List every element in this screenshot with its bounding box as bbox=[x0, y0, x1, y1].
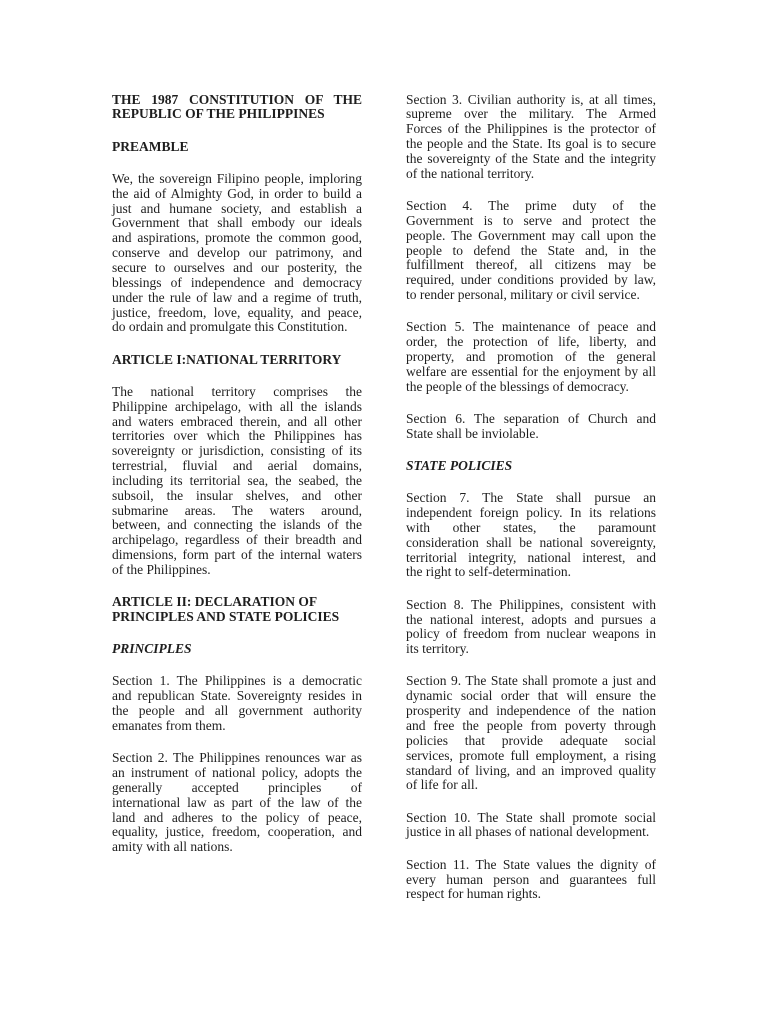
left-column bbox=[112, 93, 362, 873]
section-4-line: to render personal, military or civil service. bbox=[406, 287, 640, 303]
preamble-heading-block bbox=[112, 140, 362, 155]
article-1-line: The national territory comprises the bbox=[112, 383, 362, 399]
section-9 bbox=[406, 674, 656, 793]
article-1-line: territories over which the Philippines has bbox=[112, 428, 362, 444]
section-1 bbox=[112, 674, 362, 733]
section-9-line: standard of living, and an improved quality bbox=[406, 762, 656, 778]
right-column bbox=[406, 93, 656, 920]
article-1-line: archipelago, regardless of their breadth and bbox=[112, 532, 362, 548]
section-6-line: State shall be inviolable. bbox=[406, 425, 539, 441]
preamble-line: We, the sovereign Filipino people, imploring bbox=[112, 170, 362, 186]
preamble-line: secure to ourselves and our posterity, the bbox=[112, 259, 362, 275]
section-5-line: property, and promotion of the general bbox=[406, 349, 656, 365]
article-1-line: dimensions, form part of the internal waters bbox=[112, 547, 362, 563]
section-3-line: the people and the State. Its goal is to secure bbox=[406, 136, 656, 152]
section-10 bbox=[406, 811, 656, 841]
section-1-line: Section 1. The Philippines is a democratic bbox=[112, 673, 362, 689]
section-3-line: Section 3. Civilian authority is, at all times, bbox=[406, 91, 656, 107]
preamble-line: just and humane society, and establish a bbox=[112, 200, 362, 216]
section-2-line: international law as part of the law of the bbox=[112, 794, 362, 810]
section-11-line: Section 11. The State values the dignity of bbox=[406, 856, 656, 872]
article-2-heading bbox=[112, 595, 362, 625]
section-9-line: dynamic social order that will ensure the bbox=[406, 688, 656, 704]
section-9-line: Section 9. The State shall promote a just and bbox=[406, 673, 656, 689]
preamble-line: conserve and develop our patrimony, and bbox=[112, 245, 362, 261]
article-2-heading-line: ARTICLE II: DECLARATION OF bbox=[112, 594, 318, 610]
article-1-heading-block bbox=[112, 353, 362, 368]
article-1-line: sovereignty or jurisdiction, consisting of its bbox=[112, 443, 362, 459]
section-3-line: of the national territory. bbox=[406, 165, 535, 181]
section-11 bbox=[406, 858, 656, 903]
section-4 bbox=[406, 199, 656, 303]
document-title-line: REPUBLIC OF THE PHILIPPINES bbox=[112, 106, 325, 122]
section-1-line: the people and all government authority bbox=[112, 703, 362, 719]
document-title-line: THE 1987 CONSTITUTION OF THE bbox=[112, 91, 362, 107]
section-6 bbox=[406, 412, 656, 442]
section-5-line: welfare are essential for the enjoyment by all bbox=[406, 363, 656, 379]
section-10-line: justice in all phases of national development. bbox=[406, 824, 650, 840]
section-4-line: Government is to serve and protect the bbox=[406, 212, 656, 228]
section-8-line: its territory. bbox=[406, 641, 469, 657]
section-8-line: policy of freedom from nuclear weapons in bbox=[406, 626, 656, 642]
section-2 bbox=[112, 751, 362, 855]
article-1-line: Philippine archipelago, with all the islands bbox=[112, 398, 362, 414]
preamble-line: blessings of independence and democracy bbox=[112, 274, 362, 290]
section-4-line: Section 4. The prime duty of the bbox=[406, 198, 656, 214]
section-2-line: amity with all nations. bbox=[112, 839, 233, 855]
principles-heading: PRINCIPLES bbox=[112, 641, 192, 657]
section-3-line: the sovereignty of the State and the integrity bbox=[406, 150, 656, 166]
section-1-line: emanates from them. bbox=[112, 718, 226, 734]
section-9-line: prosperity and independence of the nation bbox=[406, 703, 656, 719]
section-9-line: policies that provide adequate social bbox=[406, 732, 656, 748]
section-7-line: with other states, the paramount bbox=[406, 519, 656, 535]
section-2-line: equality, justice, freedom, cooperation, and bbox=[112, 824, 362, 840]
section-2-line: an instrument of national policy, adopts the bbox=[112, 765, 362, 781]
section-6-line: Section 6. The separation of Church and bbox=[406, 410, 656, 426]
section-7-line: territorial integrity, national interest, and bbox=[406, 549, 656, 565]
preamble-line: and aspirations, promote the common good, bbox=[112, 230, 362, 246]
article-1-line: and waters embraced therein, and all other bbox=[112, 413, 362, 429]
section-7-line: independent foreign policy. In its relations bbox=[406, 505, 656, 521]
state-policies-heading: STATE POLICIES bbox=[406, 458, 513, 474]
preamble-line: under the rule of law and a regime of truth, bbox=[112, 289, 362, 305]
section-5 bbox=[406, 320, 656, 394]
section-7 bbox=[406, 491, 656, 580]
section-8 bbox=[406, 598, 656, 657]
article-1-line: between, and connecting the islands of the bbox=[112, 517, 362, 533]
state-policies-heading-block bbox=[406, 459, 656, 474]
section-10-line: Section 10. The State shall promote social bbox=[406, 809, 656, 825]
section-4-line: people. The Government may call upon the bbox=[406, 227, 656, 243]
section-9-line: services, promote full employment, a rising bbox=[406, 747, 656, 763]
preamble-line: do ordain and promulgate this Constitution. bbox=[112, 319, 348, 335]
article-1-text bbox=[112, 385, 362, 578]
section-8-line: Section 8. The Philippines, consistent with bbox=[406, 596, 656, 612]
preamble-line: Government that shall embody our ideals bbox=[112, 215, 362, 231]
article-2-heading-line: PRINCIPLES AND STATE POLICIES bbox=[112, 609, 340, 625]
section-1-line: and republican State. Sovereignty resides in bbox=[112, 688, 362, 704]
preamble-line: the aid of Almighty God, in order to build a bbox=[112, 185, 362, 201]
section-11-line: every human person and guarantees full bbox=[406, 871, 656, 887]
article-1-line: including its territorial sea, the seabed, the bbox=[112, 472, 362, 488]
section-5-line: order, the protection of life, liberty, and bbox=[406, 334, 656, 350]
preamble-heading: PREAMBLE bbox=[112, 138, 189, 154]
section-3 bbox=[406, 93, 656, 182]
article-1-line: submarine areas. The waters around, bbox=[112, 502, 362, 518]
section-9-line: and free the people from poverty through bbox=[406, 718, 656, 734]
section-7-line: the right to self-determination. bbox=[406, 564, 571, 580]
document-title bbox=[112, 93, 362, 123]
preamble-line: justice, freedom, love, equality, and peace, bbox=[112, 304, 362, 320]
section-7-line: consideration shall be national sovereignty, bbox=[406, 534, 656, 550]
section-8-line: the national interest, adopts and pursues a bbox=[406, 611, 656, 627]
principles-heading-block bbox=[112, 642, 362, 657]
section-11-line: respect for human rights. bbox=[406, 886, 541, 902]
section-5-line: Section 5. The maintenance of peace and bbox=[406, 319, 656, 335]
section-4-line: required, under conditions provided by law, bbox=[406, 272, 656, 288]
section-4-line: people to defend the State and, in the bbox=[406, 242, 656, 258]
section-4-line: fulfillment thereof, all citizens may be bbox=[406, 257, 656, 273]
section-5-line: the people of the blessings of democracy. bbox=[406, 378, 629, 394]
section-2-line: Section 2. The Philippines renounces war as bbox=[112, 750, 362, 766]
section-2-line: land and adheres to the policy of peace, bbox=[112, 809, 362, 825]
section-2-line: generally accepted principles of bbox=[112, 779, 362, 795]
section-9-line: of life for all. bbox=[406, 777, 478, 793]
article-1-line: of the Philippines. bbox=[112, 561, 211, 577]
article-1-heading: ARTICLE I:NATIONAL TERRITORY bbox=[112, 351, 342, 367]
preamble-text bbox=[112, 172, 362, 335]
section-7-line: Section 7. The State shall pursue an bbox=[406, 490, 656, 506]
section-3-line: supreme over the military. The Armed bbox=[406, 106, 656, 122]
article-1-line: subsoil, the insular shelves, and other bbox=[112, 487, 362, 503]
article-1-line: terrestrial, fluvial and aerial domains, bbox=[112, 458, 362, 474]
section-3-line: Forces of the Philippines is the protector of bbox=[406, 121, 656, 137]
